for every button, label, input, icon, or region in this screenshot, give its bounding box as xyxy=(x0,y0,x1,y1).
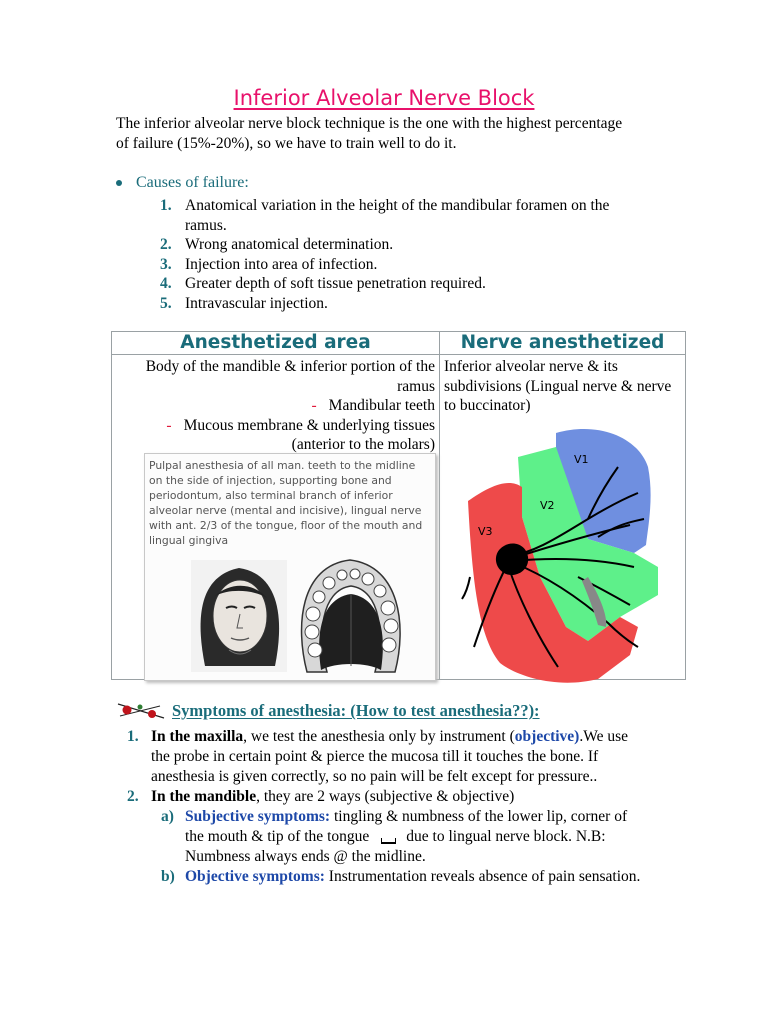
list-text: Wrong anatomical determination. xyxy=(185,236,394,253)
list-item xyxy=(160,274,650,294)
list-item xyxy=(160,196,650,235)
list-text: Intravascular injection. xyxy=(185,294,328,312)
anesthesia-table xyxy=(111,331,686,680)
mandible-label: In the mandible xyxy=(151,788,257,805)
sub-number: a) xyxy=(161,808,174,825)
area-item-1-text: Mandibular teeth xyxy=(328,397,435,414)
dash-bullet: - xyxy=(311,397,317,414)
maxilla-text-a: , we test the anesthesia only by instrument ( xyxy=(243,728,515,745)
table-cell-area xyxy=(112,355,440,680)
table-header-area: Anesthetized area xyxy=(112,332,440,355)
trigeminal-nerve-diagram xyxy=(448,427,688,687)
list-number: 5. xyxy=(160,294,172,312)
list-number: 2. xyxy=(127,788,139,805)
subjective-text-2: due to lingual nerve block. N.B: Numbness always ends @ the midline. xyxy=(185,828,606,865)
mandible-text: , they are 2 ways (subjective & objective) xyxy=(256,788,515,805)
list-text: Injection into area of infection. xyxy=(185,255,378,273)
table-header-nerve: Nerve anesthetized xyxy=(440,332,686,355)
label-v2: V2 xyxy=(540,499,555,512)
anatomy-illustration xyxy=(145,546,435,686)
area-item-1 xyxy=(118,396,435,416)
symptoms-list xyxy=(127,727,647,887)
list-number: 4. xyxy=(160,275,172,292)
list-item xyxy=(127,787,647,807)
list-number: 3. xyxy=(160,255,172,273)
label-v1: V1 xyxy=(574,453,589,466)
list-item xyxy=(160,255,650,275)
dash-bullet: - xyxy=(166,416,172,434)
list-number: 2. xyxy=(160,236,172,253)
nerve-text: Inferior alveolar nerve & its subdivisions (Lingual nerve & nerve to buccinator) xyxy=(444,358,672,414)
label-v3: V3 xyxy=(478,525,493,538)
objective-label: objective) xyxy=(514,728,580,745)
symptoms-heading-label: Symptoms of anesthesia: (How to test anesthesia??): xyxy=(172,701,540,720)
objective-symptoms-text: Instrumentation reveals absence of pain sensation. xyxy=(324,868,641,885)
symptoms-heading xyxy=(116,700,540,722)
sub-item-a xyxy=(161,807,647,867)
subjective-text-1: tingling & numbness of the lower lip, corner of the mouth & tip of the tongue xyxy=(185,808,628,845)
area-item-2 xyxy=(118,416,435,455)
caption-text: Pulpal anesthesia of all man. teeth to the midline on the side of injection, supporting bone and periodontum, also terminal branch of inferior alveolar nerve (mental and incisive), lingual nerve with ant. 2/3 of the tongue, floor of the mouth and lingual gingiva xyxy=(149,459,423,547)
mandible-model-illustration xyxy=(302,560,401,672)
causes-heading-label: Causes of failure: xyxy=(136,174,249,191)
list-item xyxy=(160,294,650,314)
bullet-icon xyxy=(116,180,122,186)
list-text: Greater depth of soft tissue penetration required. xyxy=(185,275,486,292)
maxilla-label: In the maxilla xyxy=(151,728,244,745)
list-number: 1. xyxy=(160,197,172,214)
arrow-icon xyxy=(381,838,396,844)
face-illustration xyxy=(191,560,287,672)
sub-number: b) xyxy=(161,868,175,885)
table-cell-nerve xyxy=(440,355,686,680)
list-text xyxy=(151,727,647,787)
maxilla-text-b: .We use the probe in certain point & pierce the mucosa till it touches the bone. If anesthesia is given correctly, so no pain will be felt except for pressure.. xyxy=(151,728,629,785)
list-text xyxy=(151,787,514,807)
intro-paragraph: The inferior alveolar nerve block technique is the one with the highest percentage of failure (15%-20%), so we have to train well to do it. xyxy=(116,115,623,152)
objective-symptoms-label: Objective symptoms: xyxy=(185,868,325,885)
sub-item-b xyxy=(161,867,647,887)
list-item xyxy=(127,727,647,787)
page-title: Inferior Alveolar Nerve Block xyxy=(233,86,535,110)
sub-text xyxy=(185,807,647,867)
rose-ornament-icon xyxy=(116,700,166,722)
causes-heading xyxy=(116,174,249,192)
subjective-label: Subjective symptoms: xyxy=(185,808,331,825)
list-text: Anatomical variation in the height of the mandibular foramen on the ramus. xyxy=(185,197,610,234)
causes-list xyxy=(160,196,650,313)
area-line-1: Body of the mandible & inferior portion of the ramus xyxy=(145,358,435,395)
list-number: 1. xyxy=(127,728,139,745)
area-item-2-text: Mucous membrane & underlying tissues (anterior to the molars) xyxy=(183,416,435,453)
sub-text xyxy=(185,867,640,887)
caption-figure xyxy=(144,453,436,681)
list-item xyxy=(160,235,650,255)
